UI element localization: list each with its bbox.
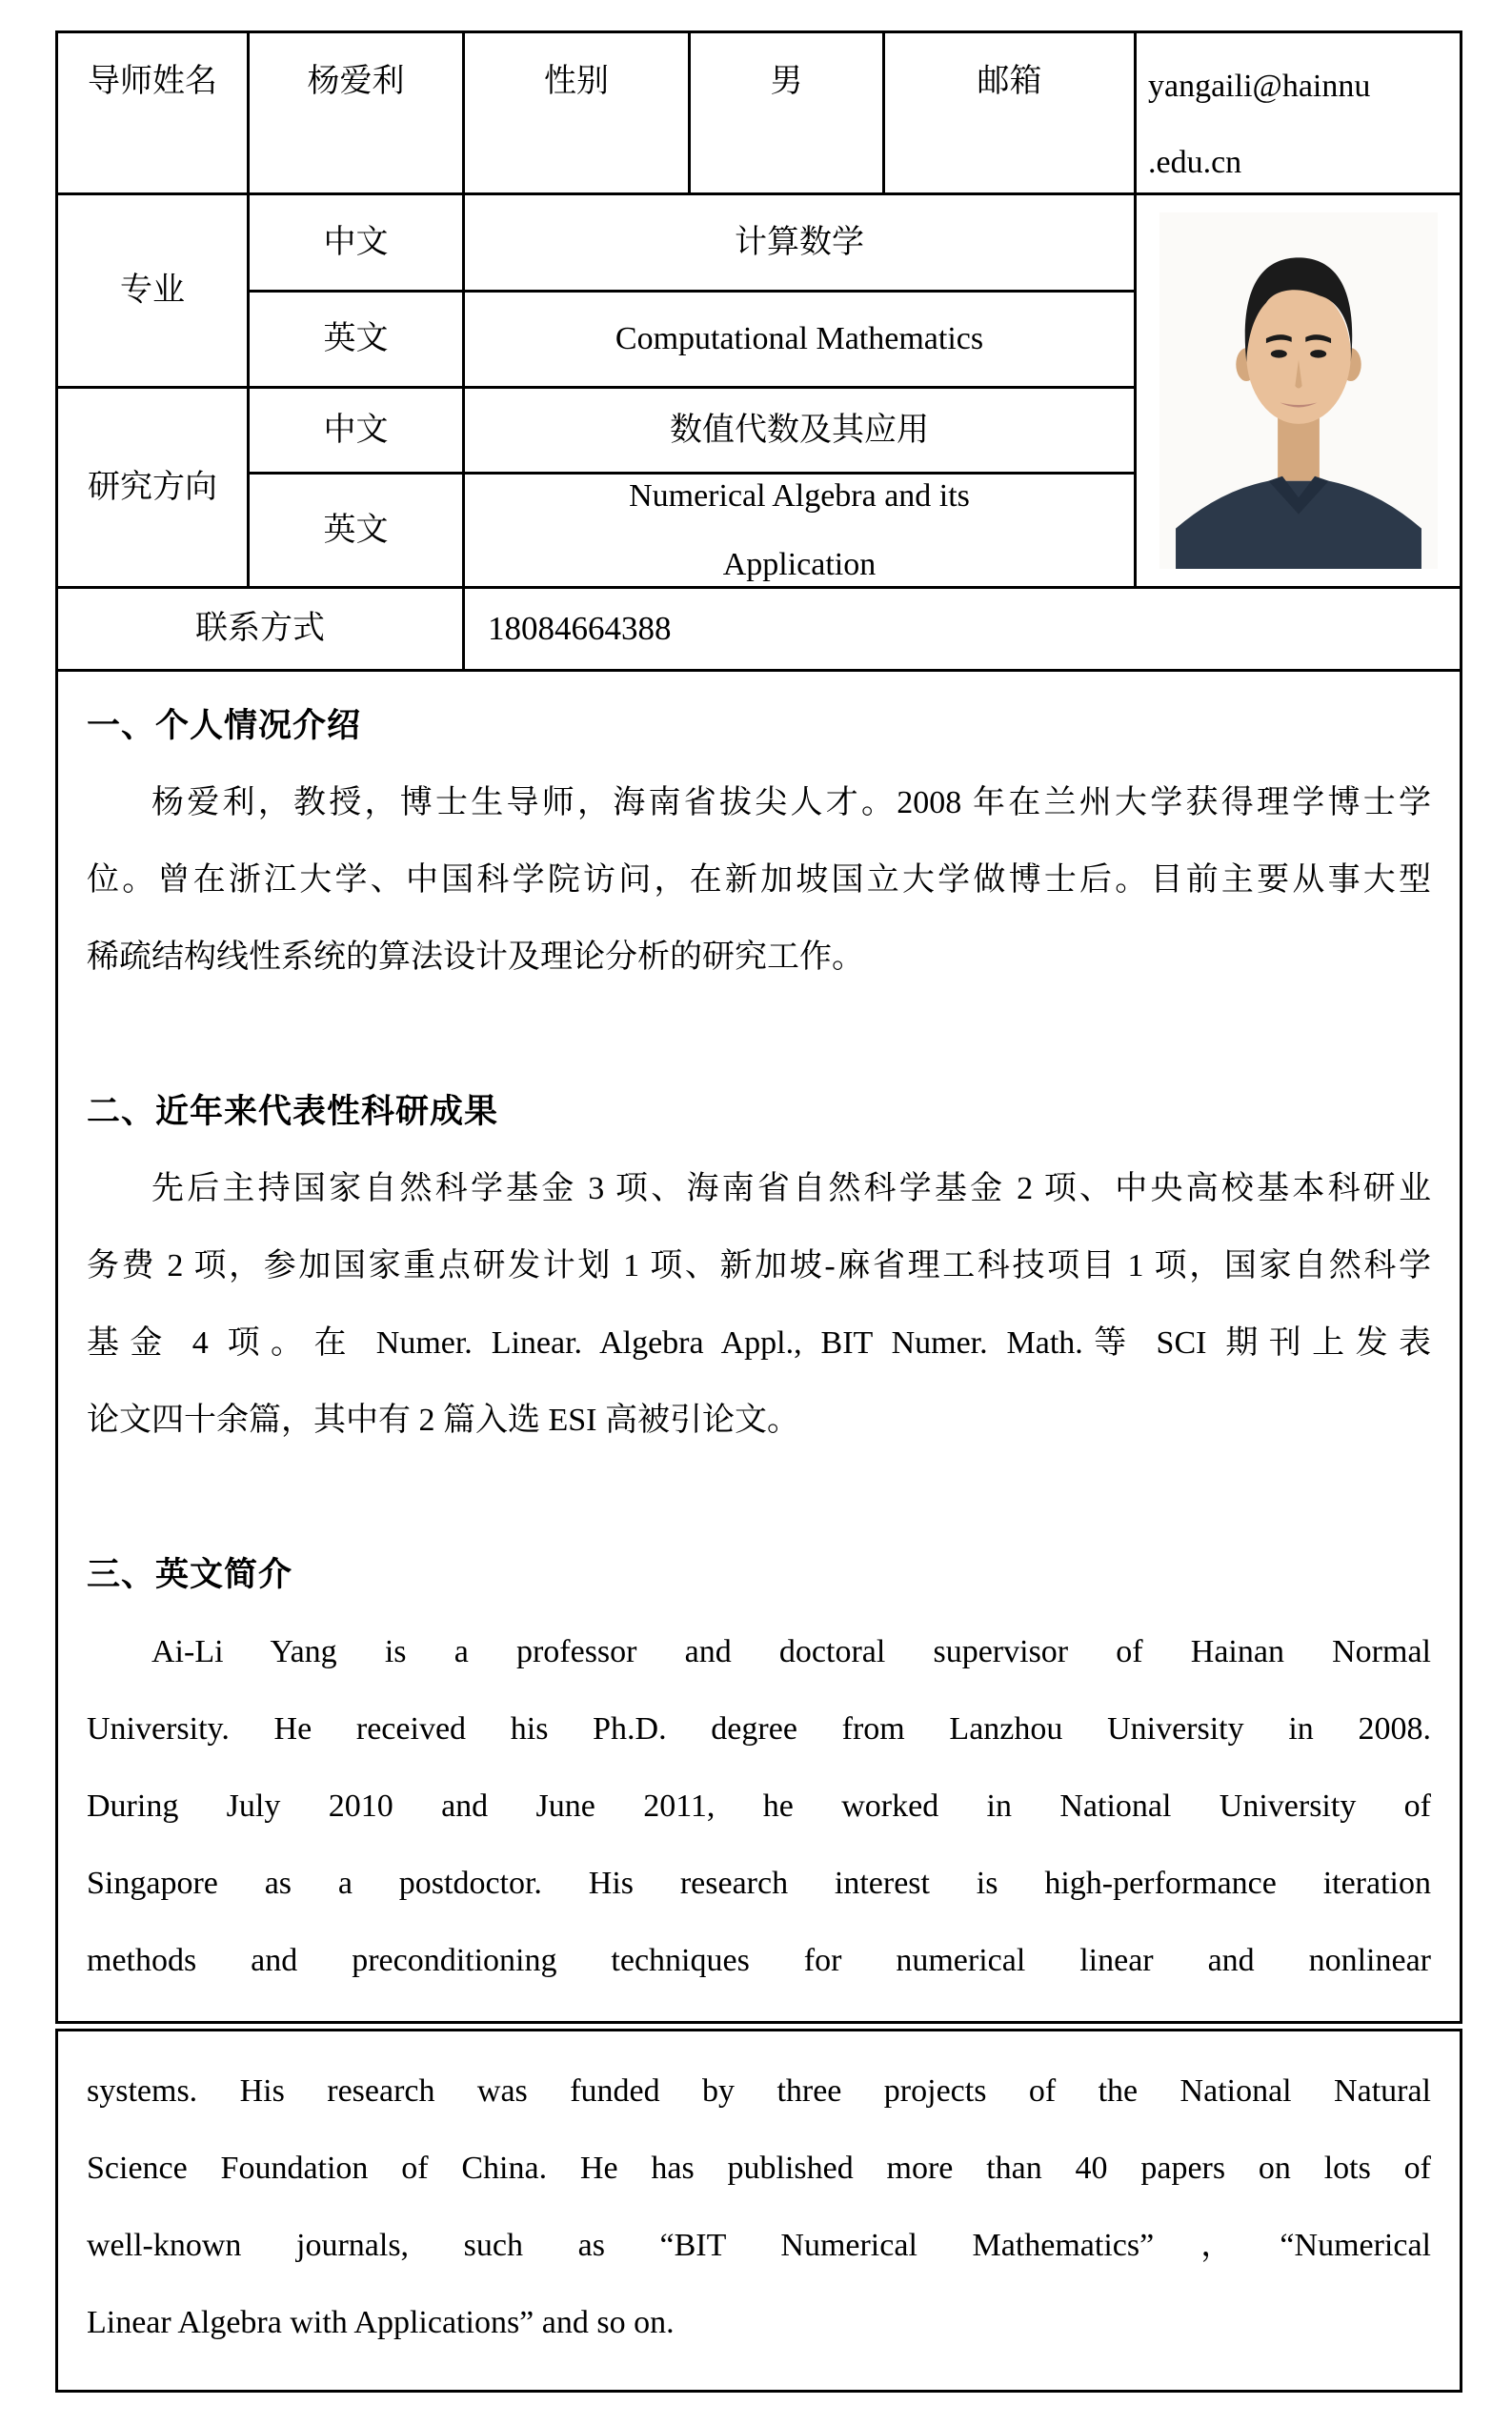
continuation-line: Science Foundation of China. He has published more than 40 papers on lots of (87, 2151, 1431, 2186)
section-3-heading: 三、英文简介 (87, 1556, 293, 1593)
email-label: 邮箱 (885, 33, 1137, 195)
continuation-line: Linear Algebra with Applications” and so on. (87, 2305, 675, 2340)
photo-eye-right (1310, 350, 1326, 357)
research-label: 研究方向 (58, 389, 250, 589)
research-en-line-1: Numerical Algebra and its (629, 477, 970, 514)
gender-label: 性别 (465, 33, 691, 195)
section-3-line: During July 2010 and June 2011, he worked in National University of (87, 1788, 1431, 1824)
supervisor-name-value: 杨爱利 (250, 33, 465, 195)
portrait-photo-graphic (1159, 212, 1438, 569)
section-2-line: 务费 2 项，参加国家重点研发计划 1 项、新加坡-麻省理工科技项目 1 项，国家自然科学 (87, 1248, 1431, 1283)
supervisor-photo (1137, 195, 1460, 589)
contact-value: 18084664388 (488, 610, 672, 647)
section-1-heading: 一、个人情况介绍 (87, 707, 362, 744)
continuation-line: well-known journals, such as “BIT Numerical Mathematics”，“Numerical (87, 2228, 1431, 2263)
section-2-heading: 二、近年来代表性科研成果 (87, 1093, 499, 1130)
profile-document (55, 30, 1462, 2393)
major-en-value: Computational Mathematics (465, 293, 1137, 389)
profile-body-continuation (55, 2029, 1462, 2393)
section-3-line: Ai-Li Yang is a professor and doctoral supervisor of Hainan Normal (151, 1634, 1431, 1669)
section-1-line: 位。曾在浙江大学、中国科学院访问，在新加坡国立大学做博士后。目前主要从事大型 (87, 862, 1431, 898)
profile-body-main (55, 672, 1462, 2024)
section-2-line: 基金 4 项。在 Numer. Linear. Algebra Appl., BIT Numer. Math.等 SCI 期刊上发表 (87, 1325, 1431, 1361)
section-gap (87, 996, 1431, 1073)
section-gap (87, 1459, 1431, 1536)
photo-eye-left (1270, 350, 1286, 357)
major-zh-value: 计算数学 (465, 195, 1137, 293)
section-3-line: University. He received his Ph.D. degree from Lanzhou University in 2008. (87, 1711, 1431, 1747)
research-zh-value: 数值代数及其应用 (465, 389, 1137, 475)
research-en-label: 英文 (250, 475, 465, 589)
section-1-line: 稀疏结构线性系统的算法设计及理论分析的研究工作。 (87, 940, 864, 975)
supervisor-info-table (55, 30, 1462, 672)
major-en-label: 英文 (250, 293, 465, 389)
contact-label: 联系方式 (58, 589, 465, 669)
section-3-line: methods and preconditioning techniques for numerical linear and nonlinear (87, 1943, 1431, 1978)
major-zh-label: 中文 (250, 195, 465, 293)
section-3-line: Singapore as a postdoctor. His research interest is high-performance iteration (87, 1866, 1431, 1901)
continuation-line: systems. His research was funded by three projects of the National Natural (87, 2073, 1431, 2109)
research-en-line-2: Application (722, 546, 877, 582)
section-2-line: 论文四十余篇，其中有 2 篇入选 ESI 高被引论文。 (87, 1403, 799, 1438)
section-1-line: 杨爱利，教授，博士生导师，海南省拔尖人才。2008 年在兰州大学获得理学博士学 (151, 785, 1431, 820)
supervisor-name-label: 导师姓名 (58, 33, 250, 195)
email-line-1: yangaili@hainnu (1148, 69, 1371, 104)
research-zh-label: 中文 (250, 389, 465, 475)
major-label: 专业 (58, 195, 250, 389)
section-2-line: 先后主持国家自然科学基金 3 项、海南省自然科学基金 2 项、中央高校基本科研业 (151, 1171, 1431, 1206)
email-line-2: .edu.cn (1148, 145, 1242, 180)
research-en-value (465, 475, 1137, 589)
gender-value: 男 (691, 33, 885, 195)
email-value (1137, 33, 1460, 195)
